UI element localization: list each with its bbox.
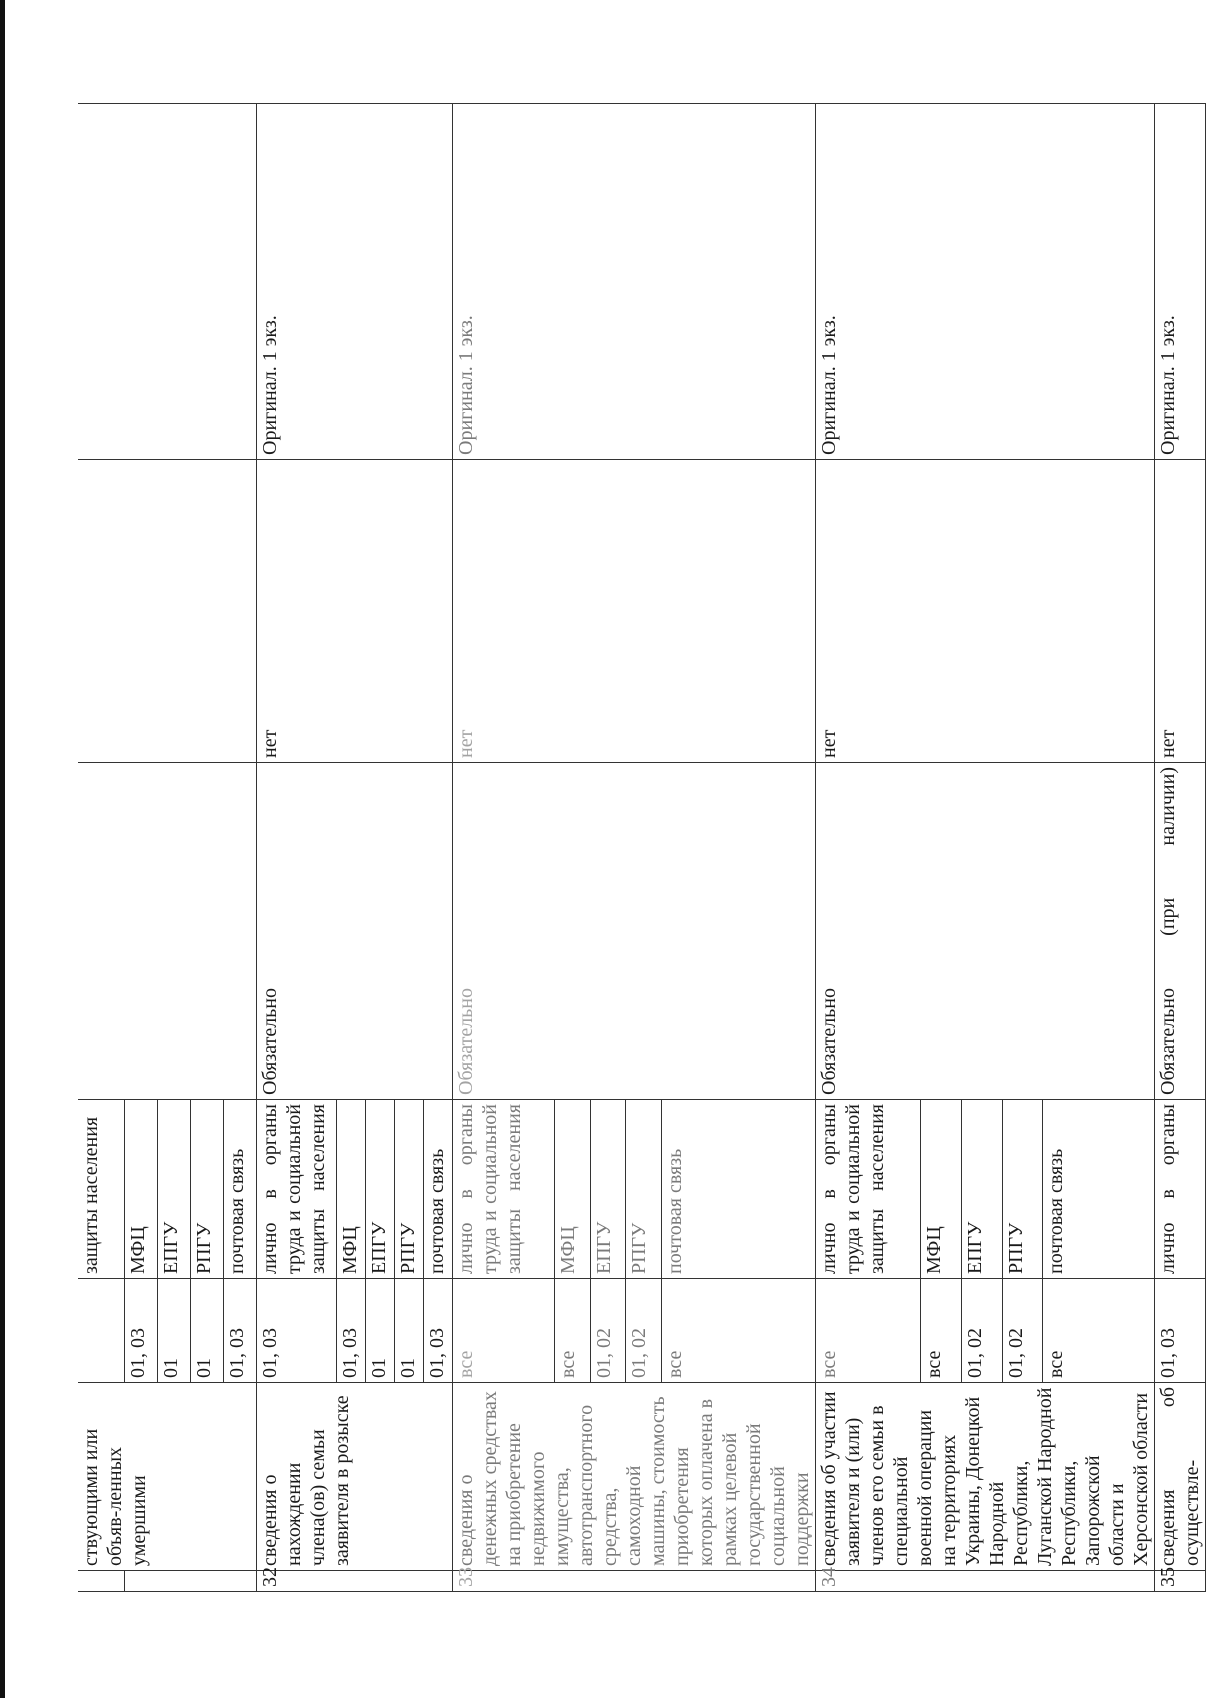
form-cell: Оригинал. 1 экз. <box>815 104 1154 460</box>
form-cell <box>78 104 256 460</box>
cats-cell: 01 <box>190 1279 223 1383</box>
method-cell: МФЦ <box>921 1100 962 1279</box>
table-row-32 <box>256 104 336 1592</box>
cats-cell: все <box>921 1279 962 1383</box>
info-cell: сведения о денежных средствах на приобретение недвижимого имущества, автотранспортного средства, самоходной машины, стоимость приобретения которых оплачена в рамках целевой государственной социальной поддержки <box>452 1383 815 1571</box>
method-cell: РПГУ <box>1002 1100 1043 1279</box>
method-cell: защиты населения <box>78 1100 124 1279</box>
cats-cell: 01, 03 <box>1154 1279 1205 1383</box>
cats-cell: 01 <box>365 1279 394 1383</box>
method-cell: РПГУ <box>394 1100 423 1279</box>
table-row-continuation <box>78 104 124 1592</box>
method-cell: почтовая связь <box>1043 1100 1154 1279</box>
method-cell: МФЦ <box>336 1100 365 1279</box>
method-cell: почтовая связь <box>423 1100 452 1279</box>
info-cell: сведения об участии заявителя и (или) членов его семьи в специальной военной операции на территориях Украины, Донецкой Народной Республики, Луганской Народной Республики, Запорожской области и Херсонской области <box>815 1383 1154 1571</box>
row-number: 32 <box>256 1571 452 1592</box>
mandatory-cell <box>78 763 256 1100</box>
method-cell: ЕПГУ <box>157 1100 190 1279</box>
form-cell: Оригинал. 1 экз. <box>1154 104 1205 460</box>
cats-cell: 01, 03 <box>336 1279 365 1383</box>
method-cell: ЕПГУ <box>365 1100 394 1279</box>
info-cell: сведения о нахождении члена(ов) семьи заявителя в розыске <box>256 1383 452 1571</box>
scan-edge <box>0 0 5 1698</box>
cats-cell: 01, 02 <box>961 1279 1002 1383</box>
cats-cell <box>78 1279 124 1383</box>
documents-table <box>78 103 1206 1592</box>
method-cell: МФЦ <box>124 1100 157 1279</box>
mandatory-cell: Обязательно <box>452 763 815 1100</box>
cats-cell: 01, 02 <box>590 1279 626 1383</box>
extra-cell: нет <box>256 460 452 763</box>
info-cell: ствующими или объяв-ленных умершими <box>78 1383 256 1571</box>
form-cell: Оригинал. 1 экз. <box>256 104 452 460</box>
mandatory-cell: Обязательно (при наличии) <box>1154 763 1205 1100</box>
form-cell: Оригинал. 1 экз. <box>452 104 815 460</box>
rotated-table-page <box>78 104 1203 1592</box>
cats-cell: все <box>554 1279 590 1383</box>
cats-cell: 01, 02 <box>1002 1279 1043 1383</box>
cats-cell: 01 <box>394 1279 423 1383</box>
extra-cell: нет <box>1154 460 1205 763</box>
mandatory-cell: Обязательно <box>815 763 1154 1100</box>
method-cell: лично в органы труда и социальной защиты населения <box>256 1100 336 1279</box>
method-cell: почтовая связь <box>662 1100 815 1279</box>
method-cell: РПГУ <box>626 1100 662 1279</box>
method-cell: МФЦ <box>554 1100 590 1279</box>
table-row-35 <box>1154 104 1205 1592</box>
cats-cell: все <box>815 1279 921 1383</box>
cats-cell: 01, 03 <box>223 1279 256 1383</box>
row-number: 35 <box>1154 1571 1205 1592</box>
extra-cell: нет <box>452 460 815 763</box>
method-cell: лично в органы <box>1154 1100 1205 1279</box>
cats-cell: все <box>452 1279 554 1383</box>
extra-cell: нет <box>815 460 1154 763</box>
method-cell: лично в органы труда и социальной защиты населения <box>452 1100 554 1279</box>
method-cell: почтовая связь <box>223 1100 256 1279</box>
row-number: 34 <box>815 1571 1154 1592</box>
method-cell: лично в органы труда и социальной защиты населения <box>815 1100 921 1279</box>
mandatory-cell: Обязательно <box>256 763 452 1100</box>
cats-cell: 01, 03 <box>423 1279 452 1383</box>
row-number: 33 <box>452 1571 815 1592</box>
method-cell: ЕПГУ <box>961 1100 1002 1279</box>
method-cell: ЕПГУ <box>590 1100 626 1279</box>
info-cell: сведения об осуществле- <box>1154 1383 1205 1571</box>
extra-cell <box>78 460 256 763</box>
cats-cell: 01, 03 <box>124 1279 157 1383</box>
cats-cell: все <box>662 1279 815 1383</box>
table-row-33 <box>452 104 554 1592</box>
cats-cell: 01, 03 <box>256 1279 336 1383</box>
row-number <box>78 1571 124 1592</box>
method-cell: РПГУ <box>190 1100 223 1279</box>
table-row-34 <box>815 104 921 1592</box>
cats-cell: все <box>1043 1279 1154 1383</box>
cats-cell: 01 <box>157 1279 190 1383</box>
cats-cell: 01, 02 <box>626 1279 662 1383</box>
